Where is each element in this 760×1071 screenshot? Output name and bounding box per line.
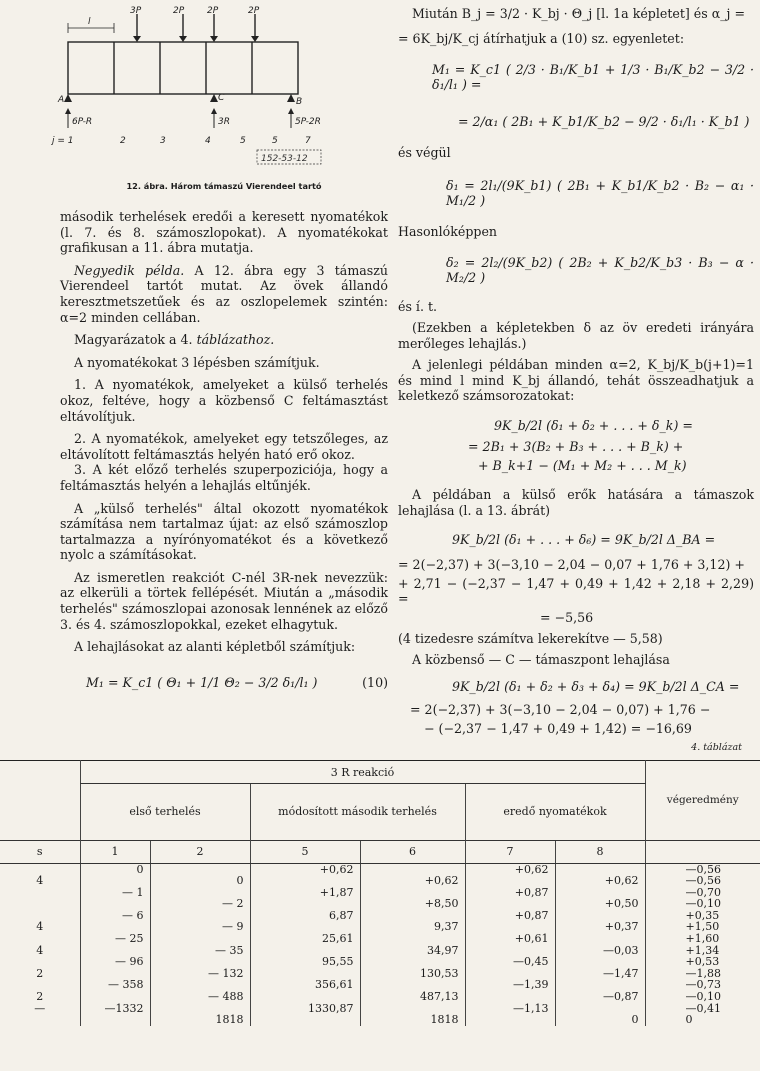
support-label: A — [58, 95, 65, 105]
load-label: 2P — [248, 6, 260, 16]
length-label: l — [88, 17, 91, 27]
equation-line: = 6K_bj/K_cj átírhatjuk a (10) sz. egyenletet: — [398, 31, 685, 46]
table-cell: 25,61 — [250, 933, 360, 945]
table-cell: +0,37 — [555, 921, 645, 933]
paragraph: A nyomatékokat 3 lépésben számítjuk. — [74, 354, 320, 370]
equation-line: + 2,71 − (−2,37 − 1,47 + 0,49 + 1,42 + 2,18 + 2,29) = — [398, 576, 754, 607]
table-cell: +0,62 — [250, 863, 360, 875]
table-cell — [465, 1014, 555, 1026]
table-cell: 4 — [36, 920, 44, 934]
table-cell: — 488 — [150, 991, 250, 1003]
table-cell: —1,47 — [555, 968, 645, 980]
table-cell — [0, 1014, 80, 1026]
paragraph: (Ezekben a képletekben δ az öv eredeti irányára merőleges lehajlás.) — [398, 320, 754, 351]
table-cell: —0,70 — [645, 887, 760, 899]
table-cell: +0,87 — [465, 887, 555, 899]
table-cell: —0,45 — [465, 956, 555, 968]
table-cell: 1330,87 — [250, 1003, 360, 1015]
table-row — [0, 863, 760, 875]
table-cell: — 25 — [80, 933, 150, 945]
table-cell: +1,87 — [250, 887, 360, 899]
table-cell: +0,62 — [360, 875, 465, 887]
table-row — [0, 910, 760, 922]
table-cell: —1,13 — [465, 1003, 555, 1015]
equation-line: + B_k+1 − (M₁ + M₂ + . . . M_k) — [478, 457, 687, 473]
table-cell — [0, 933, 80, 945]
header-col: 7 — [465, 840, 555, 863]
equation-line: = 2(−2,37) + 3(−3,10 − 2,04 − 0,07 + 1,76 + 3,12) + — [398, 557, 745, 573]
table-cell: +0,62 — [555, 875, 645, 887]
table-cell — [250, 1014, 360, 1026]
axis-label: 5 — [240, 136, 246, 146]
reaction-label: 3R — [218, 117, 230, 127]
table-cell: —0,10 — [645, 898, 760, 910]
table-cell — [80, 1014, 150, 1026]
table-cell: +0,53 — [645, 956, 760, 968]
table-cell: +8,50 — [360, 898, 465, 910]
table-row — [0, 979, 760, 991]
table-cell: —1,88 — [645, 968, 760, 980]
table-cell: — 35 — [150, 945, 250, 957]
header-col: 1 — [80, 840, 150, 863]
text-line: és í. t. — [398, 299, 438, 314]
reaction-label: 6P-R — [72, 117, 93, 127]
axis-label: 7 — [305, 136, 311, 146]
table-cell: —0,41 — [645, 1003, 760, 1015]
header-col: 6 — [360, 840, 465, 863]
table-cell: —0,87 — [555, 991, 645, 1003]
table-cell: 2 — [36, 966, 44, 980]
results-table — [0, 760, 760, 1026]
table-row — [0, 1003, 760, 1015]
table-cell: —0,03 — [555, 945, 645, 957]
load-label: 2P — [173, 6, 185, 16]
table-cell: +1,34 — [645, 945, 760, 957]
paragraph: Az ismeretlen reakciót C-nél 3R-nek nevezzük: az elkerüli a törtek fellépését. Miután a „második terhelés" számoszlopai azonosak lennének az előző 3. és 4. számoszlopokkal, ezeket elhagytuk. — [60, 569, 388, 632]
table-cell — [250, 875, 360, 887]
load-label: 2P — [207, 6, 219, 16]
table-cell — [150, 863, 250, 875]
table-cell — [80, 991, 150, 1003]
table-cell: 0 — [150, 875, 250, 887]
paragraph: 2. A nyomatékok, amelyeket egy tetszőleges, az eltávolított feltámasztás helyén ható erő okoz. — [60, 431, 388, 462]
equation-10: M₁ = K_c1 ( Θ₁ + 1/1 Θ₂ − 3/2 δ₁/l₁ ) (10) — [86, 674, 388, 690]
header-resultant: eredő nyomatékok — [465, 784, 645, 841]
table-cell: 34,97 — [360, 945, 465, 957]
equation-line: M₁ = K_c1 ( 2/3 · B₁/K_b1 + 1/3 · B₁/K_b2 − 3/2 · δ₁/l₁ ) = — [432, 62, 754, 92]
table-cell: +0,62 — [465, 863, 555, 875]
table-cell — [360, 933, 465, 945]
paragraph: második terhelések eredői a keresett nyomatékok (l. 7. és 8. számoszlopokat). A nyomatékokat grafikusan a 11. ábra mutatja. — [60, 209, 388, 256]
axis-label: 3 — [160, 136, 166, 146]
paragraph: A példában a külső erők hatására a támaszok lehajlása (l. a 13. ábrát) — [398, 486, 754, 518]
table-cell: 4 — [36, 874, 44, 888]
table-cell — [80, 875, 150, 887]
paragraph: 1. A nyomatékok, amelyeket a külső terhelés okoz, feltéve, hogy a közbenső C feltámasztást eltávolítjuk. — [60, 377, 388, 424]
equation-line: = −5,56 — [540, 610, 594, 626]
table-cell: +0,35 — [645, 910, 760, 922]
table-cell — [150, 933, 250, 945]
header-first-load: első terhelés — [80, 784, 250, 841]
support-label: C — [218, 93, 225, 103]
table-cell: 1818 — [360, 1014, 465, 1026]
paragraph: A lehajlásokat az alanti képletből számítjuk: — [74, 639, 356, 655]
table-cell: 487,13 — [360, 991, 465, 1003]
table-cell: 95,55 — [250, 956, 360, 968]
table-cell: +0,61 — [465, 933, 555, 945]
header-s: s — [0, 840, 80, 863]
table-cell: — 132 — [150, 968, 250, 980]
table-row — [0, 887, 760, 899]
table-row — [0, 956, 760, 968]
header-col: 5 — [250, 840, 360, 863]
table-cell — [0, 898, 80, 910]
vierendeel-figure — [52, 6, 350, 178]
figure-stamp: 152-53-12 — [261, 154, 308, 164]
equation-line: δ₂ = 2l₂/(9K_b2) ( 2B₂ + K_b2/K_b3 · B₃ − α · M₂/2 ) — [446, 255, 754, 285]
table-cell — [465, 875, 555, 887]
support-label: B — [296, 97, 303, 107]
table-row — [0, 933, 760, 945]
axis-label: 2 — [120, 136, 126, 146]
table-cell: — 6 — [80, 910, 150, 922]
table-cell: —0,73 — [645, 979, 760, 991]
text-line: Hasonlóképpen — [398, 224, 498, 239]
paragraph: 3. A két előző terhelés szuperpoziciója, hogy a feltámasztás helyén a lehajlás eltűnjék. — [60, 462, 388, 493]
equation-line: Miután B_j = 3/2 · K_bj · Θ_j [l. 1a képletet] és α_j = — [412, 6, 745, 21]
table-cell: 356,61 — [250, 979, 360, 991]
table-row — [0, 1014, 760, 1026]
paragraph: Magyarázatok a 4. táblázathoz. — [74, 332, 275, 348]
table-row — [0, 991, 760, 1003]
table-cell: +1,50 — [645, 921, 760, 933]
table-cell — [465, 991, 555, 1003]
table-cell: — 1 — [80, 887, 150, 899]
table-cell: —1,39 — [465, 979, 555, 991]
table-cell: 1818 — [150, 1014, 250, 1026]
table-cell: +0,50 — [555, 898, 645, 910]
table-cell — [555, 933, 645, 945]
table-cell: —1332 — [80, 1003, 150, 1015]
table-cell: 4 — [36, 943, 44, 957]
table-cell — [250, 991, 360, 1003]
header-col: 8 — [555, 840, 645, 863]
right-column — [398, 6, 754, 736]
header-final: végeredmény — [645, 761, 760, 841]
table-cell: 0 — [555, 1014, 645, 1026]
paragraph: Negyedik példa. A 12. ábra egy 3 támaszú Vierendeel tartót mutat. Az övek állandó keresztmetszetűek és az oszlopelemek szintén: α=2 minden cellában. — [60, 262, 388, 325]
table-cell: 130,53 — [360, 968, 465, 980]
equation-line: = 2B₁ + 3(B₂ + B₃ + . . . + B_k) + — [468, 438, 684, 454]
equation-line: 9K_b/2l (δ₁ + . . . + δ₆) = 9K_b/2l Δ_BA = — [452, 532, 716, 548]
table-row — [0, 921, 760, 933]
axis-label: 5 — [272, 136, 278, 146]
table-cell: — 2 — [150, 898, 250, 910]
text-line: (4 tizedesre számítva lekerekítve — 5,58) — [398, 631, 663, 647]
left-column — [52, 0, 388, 690]
table-cell: —0,56 — [645, 863, 760, 875]
equation-line: δ₁ = 2l₁/(9K_b1) ( 2B₁ + K_b1/K_b2 · B₂ − α₁ · M₁/2 ) — [446, 178, 754, 208]
figure-caption: 12. ábra. Három támaszú Vierendeel tartó — [126, 181, 322, 191]
table-cell: +0,87 — [465, 910, 555, 922]
axis-label: 4 — [205, 136, 211, 146]
paragraph: A jelenlegi példában minden α=2, K_bj/K_b(j+1)=1 és mind l mind K_bj állandó, tehát összeadhatjuk a keletkező számsorozatokat: — [398, 357, 754, 404]
table-cell — [0, 887, 80, 899]
equation-line: = 2/α₁ ( 2B₁ + K_b1/K_b2 − 9/2 · δ₁/l₁ · K_b1 ) — [458, 114, 750, 129]
table-body — [0, 863, 760, 1026]
table-cell: — 358 — [80, 979, 150, 991]
table-cell: — 96 — [80, 956, 150, 968]
text-line: és végül — [398, 145, 451, 160]
table-cell: 9,37 — [360, 921, 465, 933]
equation-line: = 2(−2,37) + 3(−3,10 − 2,04 − 0,07) + 1,76 − — [410, 702, 711, 718]
table-row — [0, 945, 760, 957]
table-cell: 0 — [645, 1014, 760, 1026]
table-title: 4. táblázat — [691, 742, 742, 753]
text-line: A közbenső — C — támaszpont lehajlása — [412, 652, 670, 668]
group-header: 3 R reakció — [80, 761, 645, 784]
table-cell: —0,10 — [645, 991, 760, 1003]
table-cell: — 9 — [150, 921, 250, 933]
reaction-label: 5P-2R — [295, 117, 321, 127]
header-modified-load: módosított második terhelés — [250, 784, 465, 841]
header-col: 2 — [150, 840, 250, 863]
table-cell: — — [34, 1001, 46, 1015]
equation-line: 9K_b/2l (δ₁ + δ₂ + δ₃ + δ₄) = 9K_b/2l Δ_CA = — [452, 679, 740, 695]
table-row — [0, 875, 760, 887]
axis-label: j = 1 — [52, 136, 74, 146]
table-cell: 0 — [80, 863, 150, 875]
paragraph: A „külső terhelés" által okozott nyomatékok számítása nem tartalmaz újat: az első számoszlop tartalmazza a nyírónyomatékot és a következő nyolc a számításokat. — [60, 500, 388, 563]
table-cell: 6,87 — [250, 910, 360, 922]
equation-line: − (−2,37 − 1,47 + 0,49 + 1,42) = −16,69 — [424, 721, 692, 737]
table-cell: +1,60 — [645, 933, 760, 945]
equation-line: 9K_b/2l (δ₁ + δ₂ + . . . + δ_k) = — [494, 417, 693, 433]
table-cell: —0,56 — [645, 875, 760, 887]
table-cell: 2 — [36, 990, 44, 1004]
load-label: 3P — [130, 6, 142, 16]
table-row — [0, 898, 760, 910]
